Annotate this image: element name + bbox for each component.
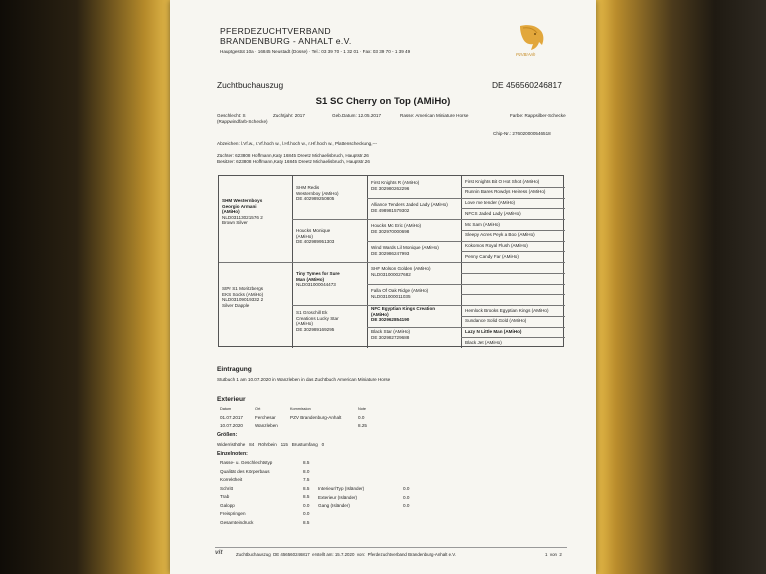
gen4-entry: Sleepy Acres Peyk a Boo (AMiHo) — [465, 232, 535, 238]
gen3-entry — [371, 329, 410, 340]
gen2-line: Man (AMiHo) — [296, 276, 325, 282]
page-number: 1 von 2 — [545, 552, 562, 557]
pedigree-row-divider — [461, 208, 565, 209]
breeding-year: Zuchtjahr: 2017 — [273, 113, 305, 118]
note-label: Gesamteindruck — [220, 519, 254, 525]
note-value: 7.5 — [303, 477, 310, 482]
note-value: 8.5 — [303, 494, 310, 499]
footer-text: Zuchtbuchauszug DE 456560246817 erstellt am: 15.7.2020 von: Pferdezuchtverband Brandenburg-Anhalt e.V. — [236, 552, 457, 557]
doc-type: Zuchtbuchauszug — [217, 80, 284, 90]
background-right — [596, 0, 766, 574]
gen2-line: Creations Lucky Star — [296, 315, 339, 321]
pedigree-row-divider — [367, 241, 565, 242]
pedigree-row-divider — [461, 230, 565, 231]
gen3-line: SHF Molson Golden (AMiHo) — [371, 266, 431, 271]
gen3-line: Wind Wards Lil Monique (AMiHo) — [371, 245, 439, 250]
exterieur-row-date: 01.07.2017 — [220, 415, 243, 420]
pedigree-row-divider — [461, 337, 565, 338]
note-label: Galopp — [220, 502, 235, 508]
registration-title: Eintragung — [217, 366, 252, 373]
pedigree-row-divider — [219, 262, 565, 263]
gen2-line: S1 Groschill Ek — [296, 310, 328, 315]
pedigree-row-divider — [461, 316, 565, 317]
gen3-line: Black Star (AMiHo) — [371, 329, 411, 334]
gen3-line: First Knights R (AMiHo) — [371, 180, 420, 185]
gen3-entry — [371, 288, 428, 299]
sire-line: (AMiHo) — [222, 209, 240, 215]
note-right-label: Exterieur (Isländer) — [318, 494, 358, 500]
gen3-line: NLD031000027682 — [371, 271, 411, 277]
gen3-line: DE 302980262296 — [371, 185, 410, 191]
gen3-line: Alliance Tenders Jaded Lady (AMiHo) — [371, 202, 448, 207]
markings: Abzeichen: l.Vf.w., r.Vf.hoch w., l.Hf.hoch w., r.Hf.hoch w., Plattenscheckung,--- — [217, 141, 378, 146]
gen4-entry: Lazy N Little Man (AMiHo) — [465, 329, 522, 334]
gen2-dam-dam — [296, 310, 339, 332]
org-name-line2: BRANDENBURG - ANHALT e.V. — [220, 36, 352, 46]
gen2-line: SHM Redis — [296, 185, 320, 190]
pedigree-row-divider — [367, 284, 565, 285]
gen3-entry — [371, 223, 421, 234]
gen2-line: DE 302989169295 — [296, 326, 335, 332]
sire-line: Brown Silver — [222, 220, 248, 226]
gen2-line: Westernboy (AMiHo) — [296, 190, 339, 196]
pedigree-row-divider — [461, 294, 565, 295]
gen2-line: DE 402989250805 — [296, 196, 335, 202]
gen4-entry: Sundance Solid Gold (AMiHo) — [465, 318, 527, 324]
gen2-sire-dam — [296, 228, 334, 245]
breeder: Züchter: 623808 Hoffmann,Katy 16845 Dreetz Michaelisbruch, Hauptstr.26 — [217, 153, 369, 158]
gen3-entry — [371, 266, 430, 277]
gen4-entry: Love me tender (AMiHo) — [465, 200, 516, 205]
gen4-entry: Kokomos Royal Flush (AMiHo) — [465, 243, 528, 248]
gen3-line: DE 302962854190 — [371, 317, 410, 323]
pedigree-row-divider — [367, 327, 565, 328]
coat-color-detail: (Rappwindfarb-Schecke) — [217, 119, 268, 124]
gen4-entry: Mc Sam (AMiHo) — [465, 221, 500, 227]
org-address: Hauptgestüt 10a · 16845 Neustadt (Dosse) · Tel.: 03 39 70 - 1 32 01 · Fax: 03 39 70 - 1 39 49 — [220, 49, 411, 54]
note-label: Trab — [220, 494, 230, 499]
gen4-entry: NFCS Jaded Lady (AMiHo) — [465, 210, 521, 216]
org-name-line1: PFERDEZUCHTVERBAND — [220, 26, 331, 36]
exterieur-row-place: Ferchesar — [255, 415, 276, 420]
pedigree-row-divider — [461, 251, 565, 252]
gen4-entry: Black Jet (AMiHo) — [465, 339, 502, 345]
note-label: Qualität des Körperbaus — [220, 468, 270, 474]
gen3-line: Houcks Mc Eric (AMiHo) — [371, 223, 422, 228]
gen3-line: DE 498981579302 — [371, 207, 410, 213]
owner: Besitzer: 623808 Hoffmann,Katy 16845 Dreetz Michaelisbruch, Hauptstr.26 — [217, 159, 370, 164]
gen2-line: NLD031000044473 — [296, 282, 336, 288]
birth-date: Geb.Datum: 12.05.2017 — [332, 113, 382, 118]
document-page — [170, 0, 596, 574]
note-value: 8.5 — [303, 460, 310, 465]
note-right-label: Interieur/Typ (Isländer) — [318, 486, 365, 491]
sizes-values: Widerristhöhe 84 Röhrbein 115 Brustumfang 0 — [217, 442, 325, 447]
dam-line: StPr S1 Moritzbergs — [222, 286, 264, 291]
pedigree-row-divider — [461, 273, 565, 274]
logo-text: PzVBrAnh — [516, 52, 536, 57]
dam — [222, 286, 263, 308]
gen3-line: NFC Egyptian Kings Creation — [371, 306, 436, 311]
col-header-place: Ort — [255, 407, 261, 411]
gen2-line: (AMiHo) — [296, 233, 313, 239]
sire — [222, 198, 263, 226]
pedigree-row-divider — [367, 198, 565, 199]
col-header-commission: Kommission — [290, 407, 311, 411]
footer-divider — [215, 547, 567, 548]
gen4-entry: Hemlock Brooks Egyptian Kings (AMiHo) — [465, 307, 549, 313]
dam-line: EKS Socks (AMiHo) — [222, 291, 264, 297]
gen2-dam-sire — [296, 271, 340, 288]
note-right-value: 0.0 — [403, 494, 410, 500]
note-right-label: Gang (Isländer) — [318, 503, 350, 508]
note-right-value: 0.0 — [403, 486, 410, 491]
gen4-entry: Penny Candy Far (AMiHo) — [465, 253, 519, 259]
notes-title: Einzelnoten: — [217, 451, 248, 457]
gen3-line: DE 302970000698 — [371, 228, 410, 234]
note-label: Korrektheit — [220, 477, 243, 482]
gen3-entry — [371, 245, 439, 256]
sire-line: Georgio Armani — [222, 203, 257, 209]
vit-logo: vit — [215, 549, 223, 556]
sizes-title: Größen: — [217, 432, 238, 438]
gen2-line: DE 402989951303 — [296, 239, 335, 245]
note-label: Schritt — [220, 485, 234, 491]
gen2-line: (AMiHo) — [296, 321, 313, 327]
gen3-line: NLD031000011035 — [371, 293, 411, 299]
note-value: 0.0 — [303, 502, 310, 508]
gen3-line: DE 302982729688 — [371, 334, 410, 340]
gen4-entry: Runnin Bares Rowdys Heiress (AMiHo) — [465, 189, 546, 195]
note-value: 8.5 — [303, 485, 310, 491]
exterieur-row-date: 10.07.2020 — [220, 423, 243, 428]
gen3-line: DE 302986247993 — [371, 250, 410, 256]
note-label: Rasse- u. Geschlechtstyp — [220, 460, 273, 465]
exterieur-row-commission: PZV Brandenburg-Anhalt — [290, 415, 342, 420]
note-value: 8.0 — [303, 468, 310, 474]
coat-color: Farbe: Rappsilber-Schecke — [510, 113, 566, 118]
col-header-grade: Note — [358, 407, 367, 411]
dam-line: Silver Dapple — [222, 302, 250, 308]
gen2-line: Houcks Monique — [296, 228, 331, 233]
horse-name-title: S1 SC Cherry on Top (AMiHo) — [315, 96, 451, 107]
doc-id: DE 456560246817 — [492, 80, 562, 90]
sire-line: SHM Westernboys — [222, 198, 263, 203]
gen3-entry — [371, 202, 448, 213]
sex: Geschlecht: S — [217, 113, 246, 118]
dam-line: NLD03109019332 2 — [222, 297, 264, 303]
gen3-entry — [371, 306, 435, 323]
sire-line: NLD03113021576 2 — [222, 214, 263, 220]
gen3-entry — [371, 180, 419, 191]
gen2-sire-sire — [296, 185, 339, 202]
gen3-line: Falla Of Oak Ridge (AMiHo) — [371, 288, 429, 293]
pedigree-table — [218, 175, 564, 347]
gen2-line: Tiny Tymes for Sure — [296, 271, 340, 276]
note-right-value: 0.0 — [403, 503, 410, 508]
exterieur-row-place: Wanzleben — [255, 423, 278, 428]
gen3-line: (AMiHo) — [371, 311, 389, 317]
registration-text: Stutbuch 1 am 10.07.2020 in Wanzleben in das Zuchtbuch American Miniature Horse — [217, 377, 391, 382]
breed: Rasse: American Miniature Horse — [400, 113, 469, 118]
note-value: 0.0 — [303, 511, 310, 516]
exterieur-row-grade: 0.0 — [358, 415, 365, 420]
exterieur-title: Exterieur — [217, 396, 246, 403]
chip-number: Chip-Nr.: 276020000546518 — [493, 131, 551, 136]
pedigree-row-divider — [292, 219, 565, 220]
exterieur-row-grade: 8.25 — [358, 423, 367, 428]
note-value: 8.5 — [303, 519, 310, 525]
background-left — [0, 0, 170, 574]
pedigree-row-divider — [461, 187, 565, 188]
col-header-date: Datum — [220, 407, 232, 411]
horse-logo — [514, 22, 548, 58]
gen4-entry: First Knights Bit O Hot Shot (AMiHo) — [465, 178, 540, 184]
note-label: Freispringen — [220, 511, 246, 516]
